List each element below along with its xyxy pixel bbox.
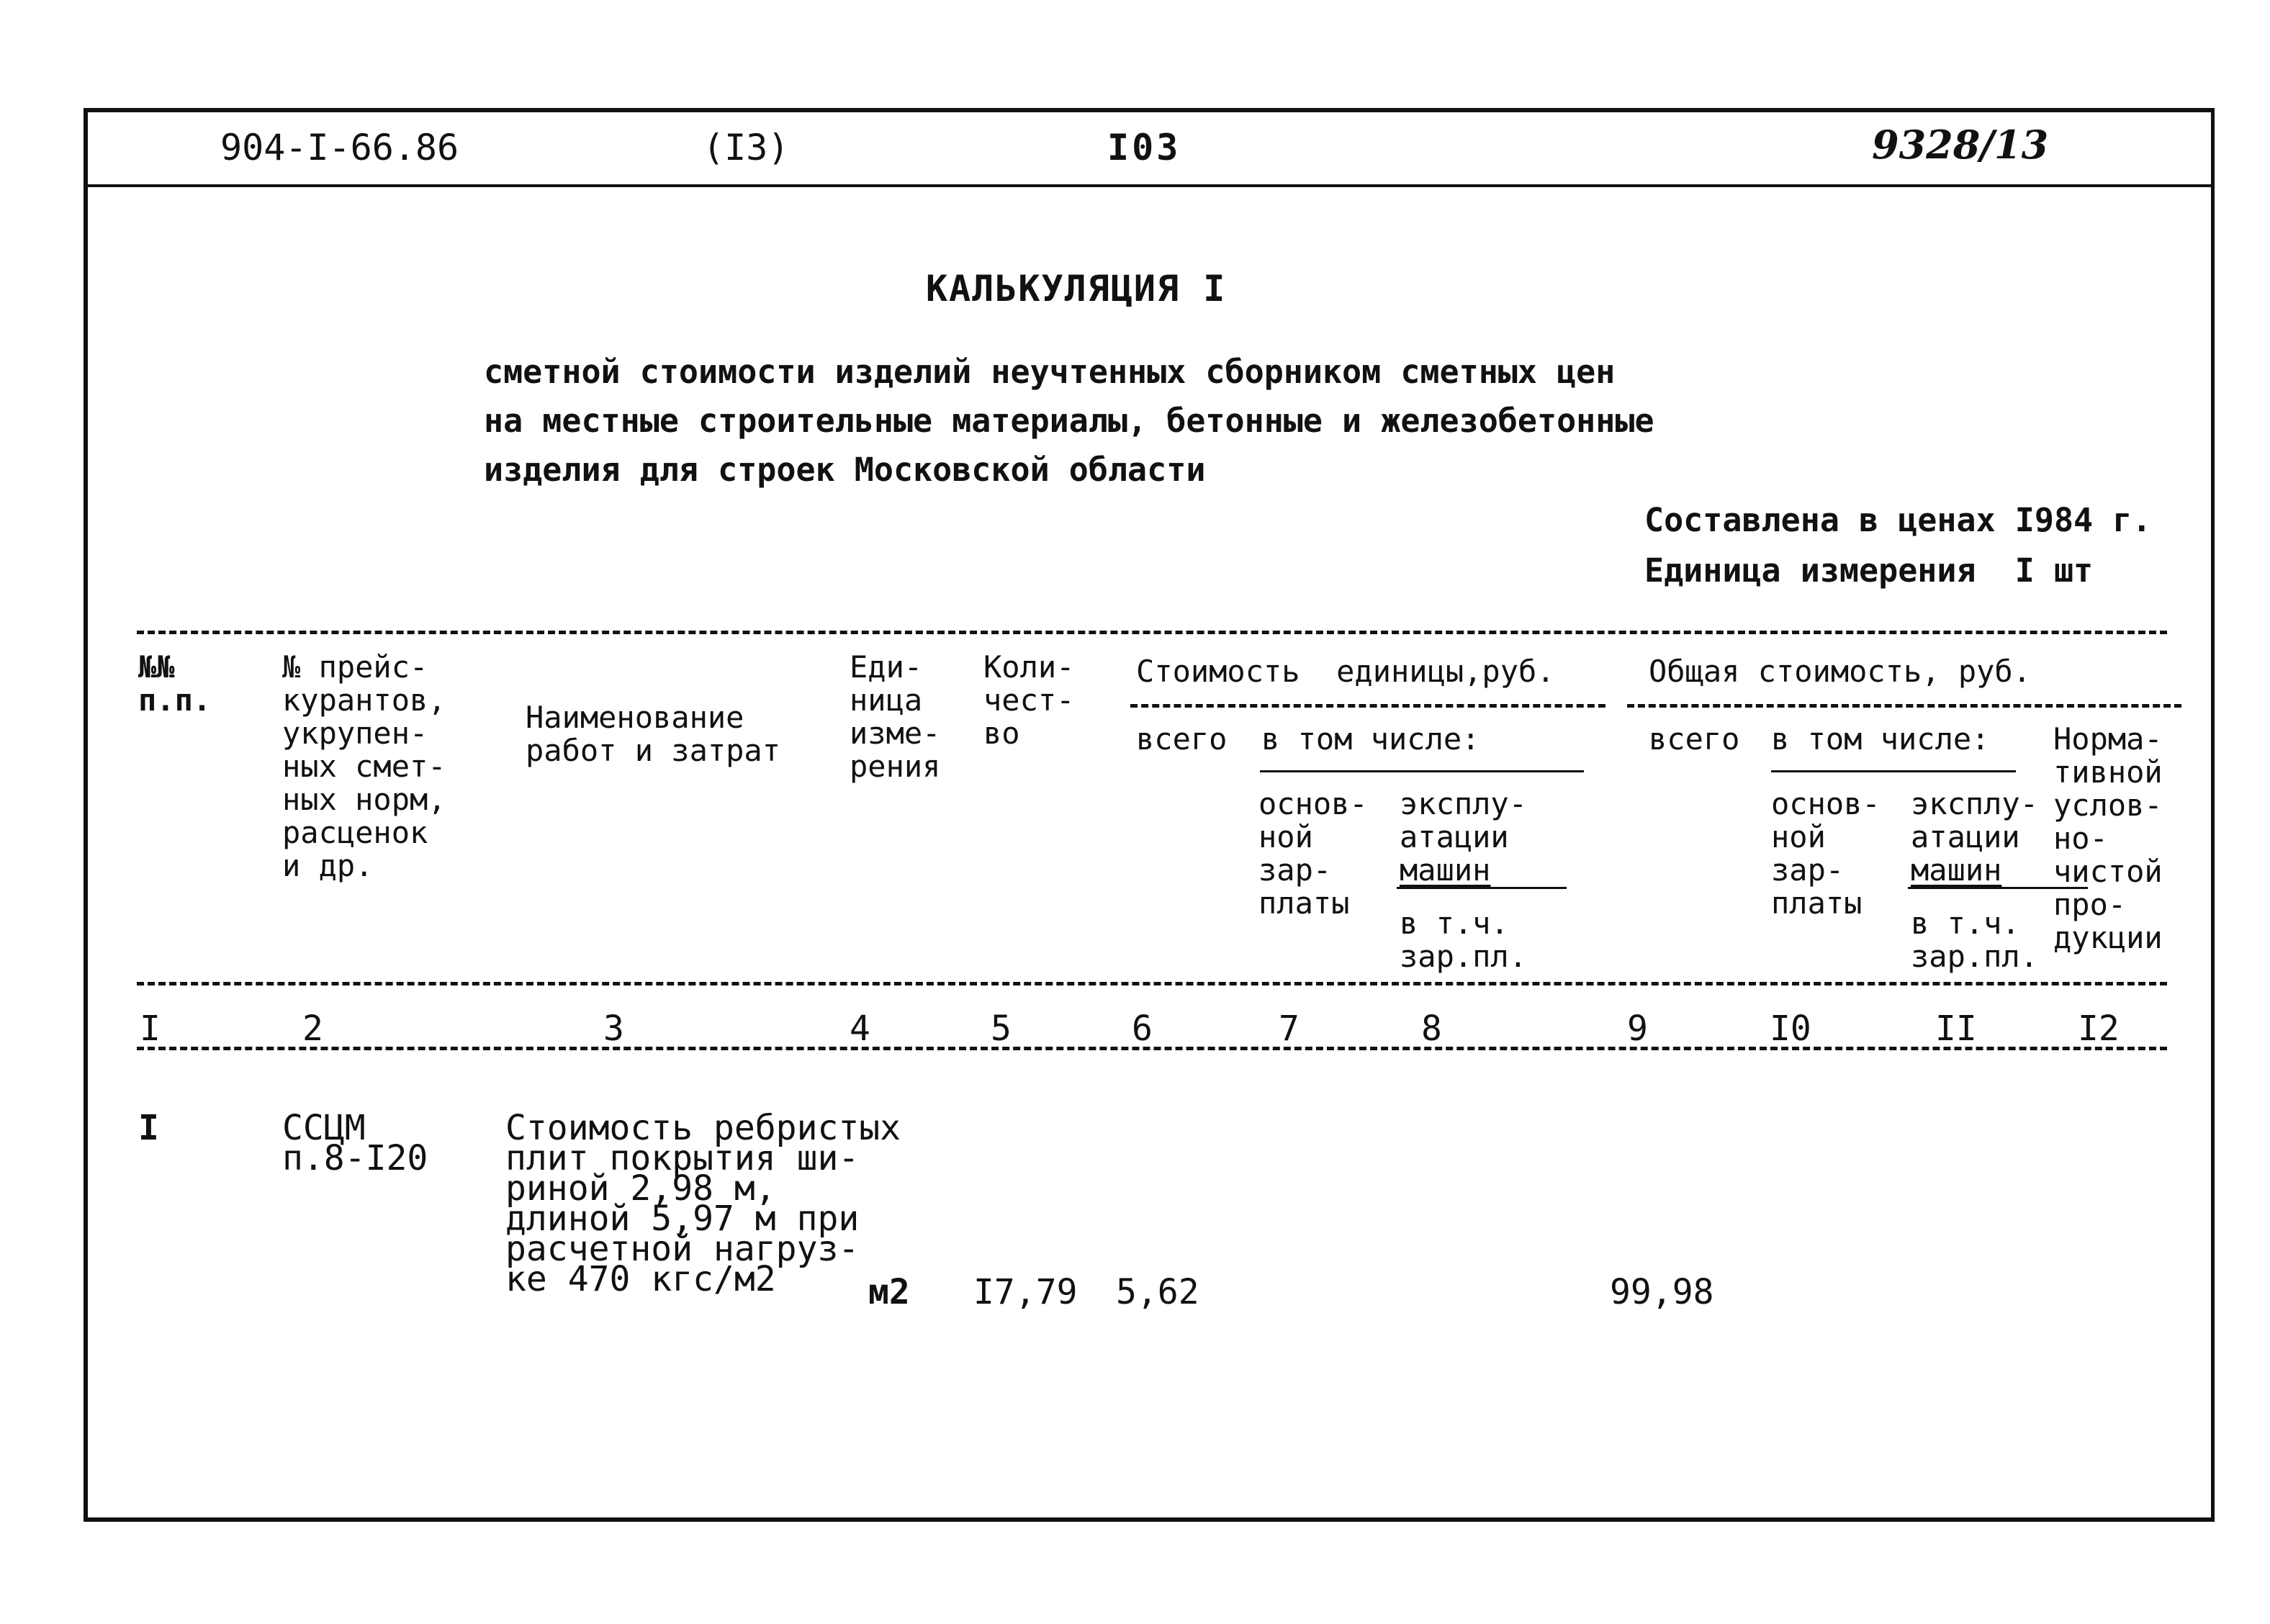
th-total-mach: эксплу- атации [1911,786,2039,854]
unit-incl-rule [1260,770,1584,772]
th-total-cost: Общая стоимость, руб. [1649,654,2032,689]
th-unit-incl: в том числе: [1261,721,1480,757]
th-unit-cost: Стоимость единицы,руб. [1136,654,1555,689]
doc-code: 904-I-66.86 [220,127,459,168]
th-total-mach-wage: в т.ч. зар.пл. [1911,906,2039,974]
col-num-2: 2 [302,1009,323,1049]
th-total-total: всего [1649,721,1740,757]
col-num-5: 5 [991,1009,1012,1049]
total-incl-rule [1771,770,2016,772]
col-num-9: 9 [1627,1009,1648,1049]
doc-title: КАЛЬКУЛЯЦИЯ I [926,268,1227,310]
th-num: №№ п.п. [138,649,212,718]
table-top-rule [137,631,2167,634]
unit-note: Единица измерения I шт [1644,551,2094,590]
col-num-10: I0 [1770,1009,1811,1049]
th-total-incl: в том числе: [1771,721,1990,757]
unit-cost-rule [1130,704,1605,708]
col-num-11: II [1935,1009,1977,1049]
col-num-7: 7 [1279,1009,1300,1049]
subtitle-line-2: на местные строительные материалы, бетонные и железобетонные [484,402,1654,440]
th-unit-mach: эксплу- атации [1400,786,1528,854]
th-name: Наименование работ и затрат [526,700,781,768]
col-num-3: 3 [603,1009,624,1049]
subtitle-line-3: изделия для строек Московской области [484,451,1206,489]
doc-part: (I3) [703,127,790,168]
th-norm: Норма- тивной услов- но- чистой про- дукции [2053,721,2163,955]
col-num-6: 6 [1132,1009,1153,1049]
col-num-8: 8 [1421,1009,1442,1049]
row-1-total: 99,98 [1610,1272,1714,1312]
row-1-qty: I7,79 [973,1272,1078,1312]
row-1-unit-total: 5,62 [1116,1272,1199,1312]
row-1-ref: ССЦМ п.8-I20 [282,1108,428,1178]
col-num-1: I [140,1009,161,1049]
th-qty: Коли- чест- во [983,649,1075,751]
th-unit: Еди- ница изме- рения [850,649,941,784]
header-divider [88,184,2212,187]
inventory-number: 9328/13 [1872,122,2049,168]
col-num-4: 4 [850,1009,870,1049]
th-total-wage: основ- ной зар- платы [1771,786,1881,921]
th-unit-wage: основ- ной зар- платы [1258,786,1368,921]
prices-note: Составлена в ценах I984 г. [1644,501,2152,539]
th-unit-total: всего [1136,721,1228,757]
th-ref: № прейс- курантов, укрупен- ных смет- ных норм, расценок и др. [282,649,446,883]
th-total-mach2: машин [1911,852,2002,888]
subtitle-line-1: сметной стоимости изделий неучтенных сборником сметных цен [484,353,1616,391]
col-num-12: I2 [2078,1009,2120,1049]
total-cost-rule [1627,704,2181,708]
page-number: I03 [1107,127,1181,168]
row-1-num: I [138,1108,159,1148]
header-bottom-rule [137,982,2167,985]
row-1-name: Стоимость ребристых плит покрытия ши- риной 2,98 м, длиной 5,97 м при расчетной нагруз- ке 470 кгс/м2 [505,1108,901,1299]
row-1-unit: м2 [868,1272,910,1312]
th-unit-mach-wage: в т.ч. зар.пл. [1400,906,1528,974]
th-unit-mach2: машин [1400,852,1491,888]
